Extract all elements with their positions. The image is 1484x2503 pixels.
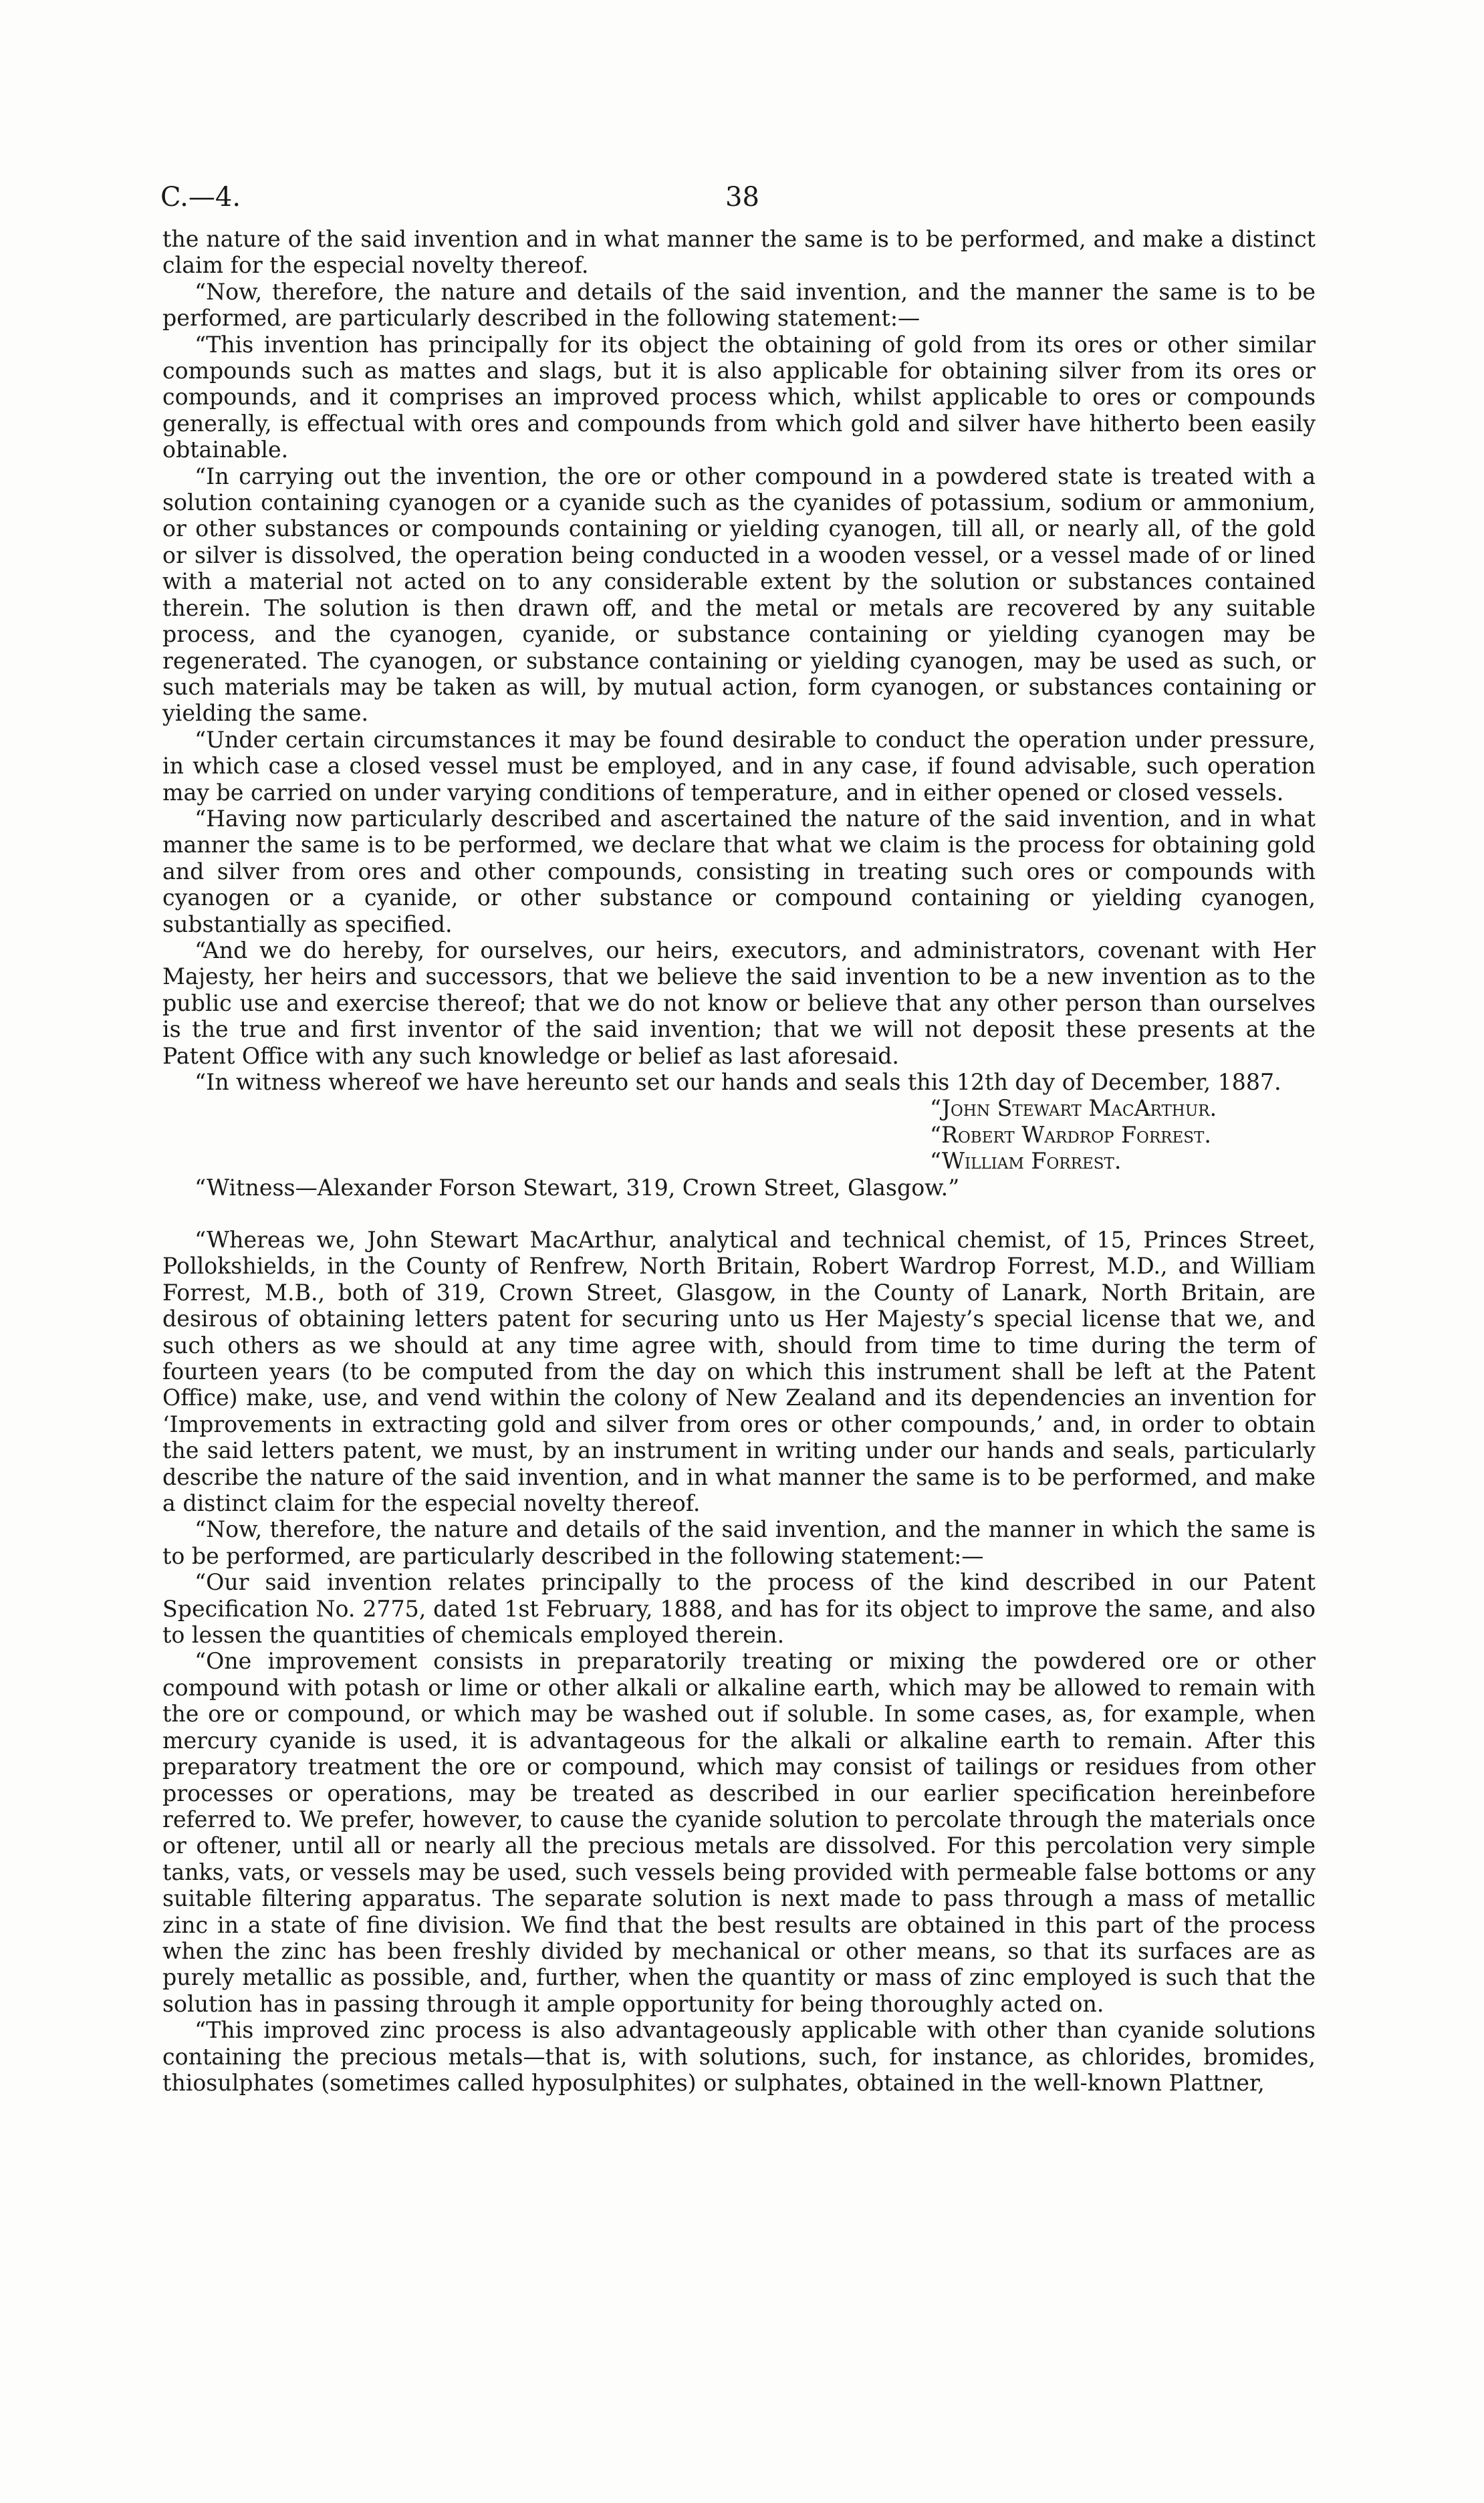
section-gap [162, 1201, 1316, 1227]
paragraph: the nature of the said invention and in what manner the same is to be performed, and make a distinct claim for the especial novelty thereof. [162, 226, 1316, 279]
paragraph: “Now, therefore, the nature and details of the said invention, and the manner in which the same is to be performed, are particularly described in the following statement:— [162, 1516, 1316, 1569]
paragraph: “Having now particularly described and ascertained the nature of the said invention, and in what manner the same is to be performed, we declare that what we claim is the process for obtaining gold and silver from ores and other compounds, consisting in treating such ores or compounds with cyanogen or a cyanide, or other substance or compound containing or yielding cyanogen, substantially as specified. [162, 805, 1316, 937]
paragraph: “This improved zinc process is also advantageously applicable with other than cyanide solutions containing the precious metals—that is, with solutions, such, for instance, as chlorides, bromides, thiosulphates (sometimes called hyposulphites) or sulphates, obtained in the well-known Plattner, [162, 2017, 1316, 2096]
signature-name: “William Forrest. [930, 1148, 1122, 1175]
paragraph: “And we do hereby, for ourselves, our heirs, executors, and administrators, covenant with Her Majesty, her heirs and successors, that we believe the said invention to be a new invention as to the public use and exercise thereof; that we do not know or believe that any other person than ourselves is the true and first inventor of the said invention; that we will not deposit these presents at the Patent Office with any such knowledge or belief as last aforesaid. [162, 937, 1316, 1069]
paragraph: “Our said invention relates principally to the process of the kind described in our Patent Specification No. 2775, dated 1st February, 1888, and has for its object to improve the same, and also to lessen the quantities of chemicals employed therein. [162, 1569, 1316, 1649]
paragraph: “Under certain circumstances it may be found desirable to conduct the operation under pressure, in which case a closed vessel must be employed, and in any case, if found advisable, such operation may be carried on under varying conditions of temperature, and in either opened or closed vessels. [162, 726, 1316, 806]
page-number: 38 [725, 182, 759, 213]
document-body [162, 226, 1316, 2096]
paragraph: “One improvement consists in preparatorily treating or mixing the powdered ore or other compound with potash or lime or other alkali or alkaline earth, which may be allowed to remain with the ore or compound, or which may be washed out if soluble. In some cases, as, for example, when mercury cyanide is used, it is advantageous for the alkali or alkaline earth to remain. After this preparatory treatment the ore or compound, which may consist of tailings or residues from other processes or operations, may be treated as described in our earlier specification hereinbefore referred to. We prefer, however, to cause the cyanide solution to percolate through the materials once or oftener, until all or nearly all the precious metals are dissolved. For this percolation very simple tanks, vats, or vessels may be used, such vessels being provided with permeable false bottoms or any suitable filtering apparatus. The separate solution is next made to pass through a mass of metallic zinc in a state of fine division. We find that the best results are obtained in this part of the process when the zinc has been freshly divided by mechanical or other means, so that its surfaces are as purely metallic as possible, and, further, when the quantity or mass of zinc employed is such that the solution has in passing through it ample opportunity for being thoroughly acted on. [162, 1648, 1316, 2017]
page-header [160, 182, 1324, 229]
signature-name: “Robert Wardrop Forrest. [930, 1121, 1211, 1148]
document-reference: C.—4. [160, 182, 241, 213]
paragraph: “This invention has principally for its object the obtaining of gold from its ores or other similar compounds such as mattes and slags, but it is also applicable for obtaining silver from its ores or compounds, and it comprises an improved process which, whilst applicable to ores or compounds generally, is effectual with ores and compounds from which gold and silver have hitherto been easily obtainable. [162, 331, 1316, 463]
signature-line [162, 1122, 1316, 1148]
paragraph: “Now, therefore, the nature and details of the said invention, and the manner the same is to be performed, are particularly described in the following statement:— [162, 278, 1316, 332]
paragraph: “In witness whereof we have hereunto set our hands and seals this 12th day of December, 1887. [195, 1069, 1281, 1095]
signature-line [162, 1148, 1316, 1174]
signature-name: “John Stewart MacArthur. [930, 1095, 1217, 1122]
witness-line: “Witness—Alexander Forson Stewart, 319, Crown Street, Glasgow.” [195, 1174, 960, 1201]
paragraph: “Whereas we, John Stewart MacArthur, analytical and technical chemist, of 15, Princes Street, Pollokshields, in the County of Renfrew, North Britain, Robert Wardrop Forrest, M.D., and William Forrest, M.B., both of 319, Crown Street, Glasgow, in the County of Lanark, North Britain, are desirous of obtaining letters patent for securing unto us Her Majesty’s special license that we, and such others as we should at any time agree with, should from time to time during the term of fourteen years (to be computed from the day on which this instrument shall be left at the Patent Office) make, use, and vend within the colony of New Zealand and its dependencies an invention for ‘Improvements in extracting gold and silver from ores or other compounds,’ and, in order to obtain the said letters patent, we must, by an instrument in writing under our hands and seals, particularly describe the nature of the said invention, and in what manner the same is to be performed, and make a distinct claim for the especial novelty thereof. [162, 1226, 1316, 1517]
paragraph: “In carrying out the invention, the ore or other compound in a powdered state is treated with a solution containing cyanogen or a cyanide such as the cyanides of potassium, sodium or ammonium, or other substances or compounds containing or yielding cyanogen, till all, or nearly all, of the gold or silver is dissolved, the operation being conducted in a wooden vessel, or a vessel made of or lined with a material not acted on to any considerable extent by the solution or substances contained therein. The solution is then drawn off, and the metal or metals are recovered by any suitable process, and the cyanogen, cyanide, or substance containing or yielding cyanogen may be regenerated. The cyanogen, or substance containing or yielding cyanogen, may be used as such, or such materials may be taken as will, by mutual action, form cyanogen, or substances containing or yielding the same. [162, 463, 1316, 727]
signature-line [162, 1095, 1316, 1121]
